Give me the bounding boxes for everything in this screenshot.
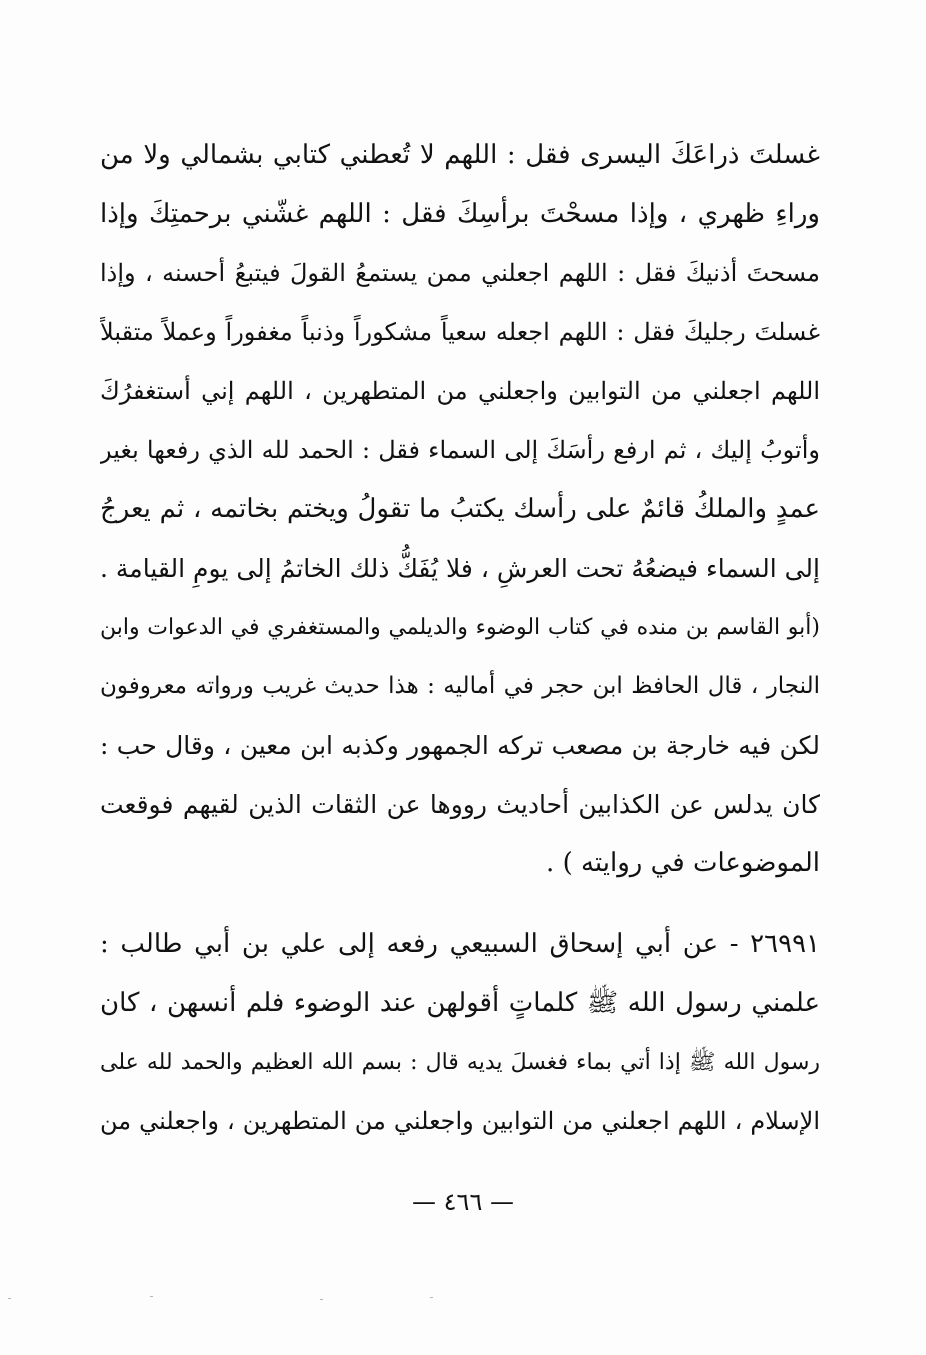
text-line: وراءِ ظهري ، وإذا مسحْتَ برأسِكَ فقل : اللهم غشّني برحمتِكَ وإذا <box>100 199 820 229</box>
text-line: ٢٦٩٩١ - عن أبي إسحاق السبيعي رفعه إلى علي بن أبي طالب : <box>100 929 820 959</box>
text-line: (أبو القاسم بن منده في كتاب الوضوء والديلمي والمستغفري في الدعوات وابن <box>100 615 820 640</box>
hadith-26991-paragraph <box>100 915 820 1151</box>
text-line: اللهم اجعلني من التوابين واجعلني من المتطهرين ، اللهم إني أستغفرُكَ <box>100 377 820 405</box>
text-line: مسحتَ أذنيكَ فقل : اللهم اجعلني ممن يستمعُ القولَ فيتبعُ أحسنه ، وإذا <box>100 259 820 287</box>
text-line: عمدٍ والملكُ قائمٌ على رأسك يكتبُ ما تقولُ ويختم بخاتمه ، ثم يعرجُ <box>100 494 820 524</box>
text-line: الموضوعات في روايته ) . <box>546 848 820 878</box>
text-line: وأتوبُ إليك ، ثم ارفع رأسَكَ إلى السماء فقل : الحمد لله الذي رفعها بغير <box>100 436 820 464</box>
text-line: الإسلام ، اللهم اجعلني من التوابين واجعلني من المتطهرين ، واجعلني من <box>100 1107 820 1135</box>
page-number: — ٤٦٦ — <box>412 1188 514 1216</box>
hadith-continuation-paragraph <box>100 126 820 893</box>
text-line: كان يدلس عن الكذابين أحاديث رووها عن الثقات الذين لقيهم فوقعت <box>100 790 820 819</box>
text-line: لكن فيه خارجة بن مصعب تركه الجمهور وكذبه ابن معين ، وقال حب : <box>100 731 820 760</box>
text-line: غسلتَ ذراعَكَ اليسرى فقل : اللهم لا تُعطني كتابي بشمالي ولا من <box>100 140 820 170</box>
text-line: غسلتَ رجليكَ فقل : اللهم اجعله سعياً مشكوراً وذنباً مغفوراً وعملاً متقبلاً <box>100 318 820 346</box>
scan-specks <box>0 1290 926 1310</box>
text-line: النجار ، قال الحافظ ابن حجر في أماليه : هذا حديث غريب ورواته معروفون <box>100 673 820 699</box>
text-line: رسول الله ﷺ إذا أتي بماء فغسلَ يديه قال : بسم الله العظيم والحمد لله على <box>100 1050 820 1075</box>
text-line: إلى السماء فيضعُهُ تحت العرشِ ، فلا يُفَكُّ ذلك الخاتمُ إلى يومِ القيامة . <box>100 554 820 583</box>
text-line: علمني رسول الله ﷺ كلماتٍ أقولهن عند الوضوء فلم أنسهن ، كان <box>100 988 820 1018</box>
